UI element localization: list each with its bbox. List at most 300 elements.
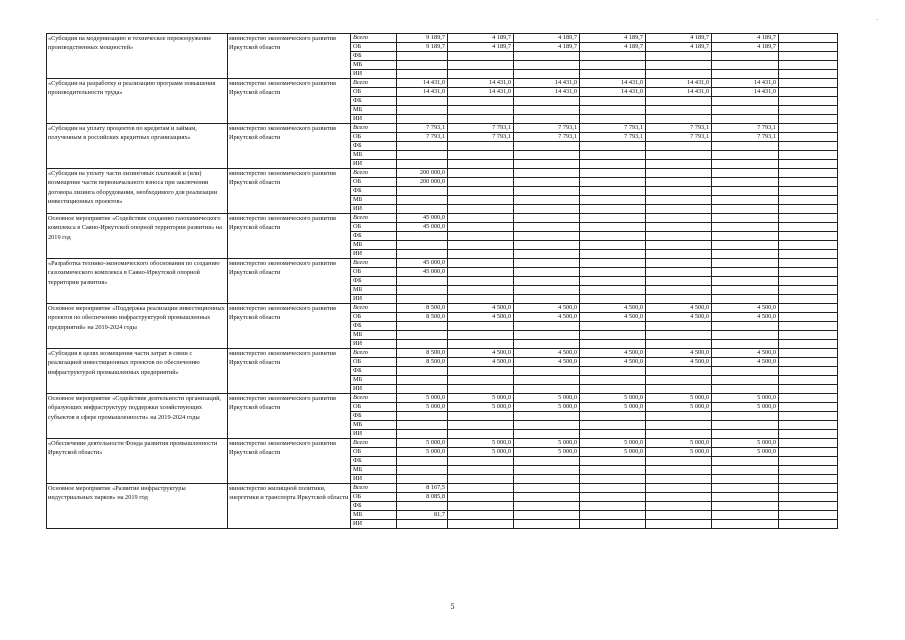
- amount-cell: [712, 259, 779, 268]
- amount-cell: [397, 286, 448, 295]
- funding-source: ФБ: [351, 187, 397, 196]
- amount-cell: [580, 430, 646, 439]
- amount-cell: 4 500,0: [580, 313, 646, 322]
- amount-cell: 5 000,0: [448, 439, 514, 448]
- amount-cell: [448, 457, 514, 466]
- amount-cell: 45 000,0: [397, 268, 448, 277]
- amount-cell: [397, 97, 448, 106]
- amount-cell: [646, 115, 712, 124]
- amount-cell: [712, 97, 779, 106]
- amount-cell-empty: [779, 412, 838, 421]
- amount-cell: 4 500,0: [580, 349, 646, 358]
- amount-cell-empty: [779, 493, 838, 502]
- amount-cell: 4 500,0: [514, 313, 580, 322]
- amount-cell: 4 500,0: [646, 304, 712, 313]
- funding-source: Всего: [351, 304, 397, 313]
- amount-cell: 4 500,0: [646, 313, 712, 322]
- funding-source: ОБ: [351, 43, 397, 52]
- funding-source: ОБ: [351, 133, 397, 142]
- amount-cell: [514, 412, 580, 421]
- amount-cell: [646, 340, 712, 349]
- amount-cell-empty: [779, 295, 838, 304]
- amount-cell: [712, 52, 779, 61]
- amount-cell: 4 500,0: [580, 304, 646, 313]
- executor-name: министерство экономического развития Иркутской области: [228, 124, 351, 169]
- amount-cell: [580, 493, 646, 502]
- amount-cell-empty: [779, 124, 838, 133]
- amount-cell: 7 793,1: [514, 124, 580, 133]
- funding-source: МБ: [351, 196, 397, 205]
- amount-cell: [397, 205, 448, 214]
- amount-cell: [514, 250, 580, 259]
- amount-cell: [514, 205, 580, 214]
- funding-source: Всего: [351, 439, 397, 448]
- amount-cell: [712, 223, 779, 232]
- amount-cell: 14 431,0: [712, 88, 779, 97]
- amount-cell: [580, 169, 646, 178]
- executor-name: министерство экономического развития Иркутской области: [228, 214, 351, 259]
- amount-cell: [448, 178, 514, 187]
- amount-cell: [448, 412, 514, 421]
- amount-cell: [514, 340, 580, 349]
- amount-cell-empty: [779, 520, 838, 529]
- funding-source: Всего: [351, 124, 397, 133]
- amount-cell: [514, 259, 580, 268]
- amount-cell: [514, 502, 580, 511]
- amount-cell: [514, 223, 580, 232]
- amount-cell: 4 500,0: [712, 304, 779, 313]
- amount-cell: [448, 475, 514, 484]
- table-row: [47, 484, 838, 493]
- amount-cell: [397, 70, 448, 79]
- amount-cell: [580, 322, 646, 331]
- amount-cell: [580, 160, 646, 169]
- measure-name: Основное мероприятие «Содействие деятельности организаций, образующих инфраструктуру поддержки хозяйствующих субъектов в сфере промышленности» на 2019-2024 годы: [47, 394, 228, 439]
- amount-cell-empty: [779, 232, 838, 241]
- funding-source: Всего: [351, 214, 397, 223]
- amount-cell: [514, 232, 580, 241]
- amount-cell: [646, 169, 712, 178]
- amount-cell: 14 431,0: [514, 79, 580, 88]
- amount-cell: [712, 457, 779, 466]
- amount-cell: 5 000,0: [646, 439, 712, 448]
- funding-source: МБ: [351, 421, 397, 430]
- amount-cell: 14 431,0: [397, 79, 448, 88]
- amount-cell-empty: [779, 313, 838, 322]
- amount-cell: [646, 493, 712, 502]
- amount-cell-empty: [779, 115, 838, 124]
- amount-cell: 4 500,0: [514, 304, 580, 313]
- amount-cell: [712, 160, 779, 169]
- amount-cell-empty: [779, 394, 838, 403]
- amount-cell: [514, 214, 580, 223]
- amount-cell-empty: [779, 214, 838, 223]
- amount-cell: 4 189,7: [712, 43, 779, 52]
- amount-cell: [448, 286, 514, 295]
- amount-cell: 5 000,0: [646, 403, 712, 412]
- amount-cell: 7 793,1: [580, 133, 646, 142]
- amount-cell: [514, 286, 580, 295]
- amount-cell: [448, 169, 514, 178]
- amount-cell: 9 189,7: [397, 43, 448, 52]
- amount-cell: [580, 421, 646, 430]
- amount-cell: [397, 187, 448, 196]
- amount-cell: 7 793,1: [646, 124, 712, 133]
- amount-cell: [514, 160, 580, 169]
- amount-cell: [712, 106, 779, 115]
- funding-source: ИИ: [351, 160, 397, 169]
- funding-source: ФБ: [351, 457, 397, 466]
- amount-cell: [646, 205, 712, 214]
- amount-cell: 8 500,0: [397, 349, 448, 358]
- amount-cell: 4 500,0: [712, 349, 779, 358]
- amount-cell-empty: [779, 466, 838, 475]
- amount-cell: 200 000,0: [397, 178, 448, 187]
- amount-cell-empty: [779, 376, 838, 385]
- amount-cell-empty: [779, 331, 838, 340]
- amount-cell: [397, 160, 448, 169]
- amount-cell: [646, 484, 712, 493]
- amount-cell: [397, 151, 448, 160]
- amount-cell: [514, 376, 580, 385]
- amount-cell: 4 189,7: [514, 34, 580, 43]
- amount-cell: [448, 241, 514, 250]
- amount-cell: [514, 430, 580, 439]
- amount-cell: [397, 241, 448, 250]
- amount-cell: [514, 457, 580, 466]
- amount-cell: 7 793,1: [397, 124, 448, 133]
- amount-cell: 7 793,1: [580, 124, 646, 133]
- amount-cell-empty: [779, 169, 838, 178]
- funding-source: Всего: [351, 169, 397, 178]
- amount-cell: [448, 385, 514, 394]
- amount-cell: [712, 466, 779, 475]
- amount-cell: [514, 520, 580, 529]
- amount-cell-empty: [779, 79, 838, 88]
- amount-cell: [646, 178, 712, 187]
- amount-cell: [514, 385, 580, 394]
- amount-cell: [580, 178, 646, 187]
- amount-cell: [580, 115, 646, 124]
- amount-cell: [448, 259, 514, 268]
- amount-cell: [514, 106, 580, 115]
- amount-cell: 5 000,0: [646, 394, 712, 403]
- amount-cell: [397, 61, 448, 70]
- amount-cell: [580, 385, 646, 394]
- amount-cell: [514, 61, 580, 70]
- amount-cell: [646, 430, 712, 439]
- amount-cell: [514, 322, 580, 331]
- amount-cell: [580, 106, 646, 115]
- amount-cell: 4 500,0: [580, 358, 646, 367]
- amount-cell-empty: [779, 385, 838, 394]
- amount-cell: [514, 178, 580, 187]
- amount-cell: [712, 178, 779, 187]
- amount-cell: [646, 250, 712, 259]
- amount-cell: [646, 376, 712, 385]
- amount-cell-empty: [779, 439, 838, 448]
- amount-cell: [580, 250, 646, 259]
- table-row: [47, 439, 838, 448]
- amount-cell: [646, 160, 712, 169]
- amount-cell: 4 189,7: [646, 43, 712, 52]
- measure-name: «Субсидии на разработку и реализацию программ повышения производительности труда»: [47, 79, 228, 124]
- funding-source: ФБ: [351, 142, 397, 151]
- amount-cell: [448, 331, 514, 340]
- amount-cell: [580, 295, 646, 304]
- amount-cell: 7 793,1: [448, 133, 514, 142]
- amount-cell: [712, 169, 779, 178]
- amount-cell: [646, 322, 712, 331]
- amount-cell: [580, 61, 646, 70]
- amount-cell: [580, 223, 646, 232]
- amount-cell: [448, 376, 514, 385]
- amount-cell-empty: [779, 304, 838, 313]
- amount-cell: 7 793,1: [514, 133, 580, 142]
- amount-cell: [514, 475, 580, 484]
- amount-cell: [646, 511, 712, 520]
- amount-cell: 14 431,0: [448, 88, 514, 97]
- amount-cell: [397, 295, 448, 304]
- amount-cell: [514, 196, 580, 205]
- amount-cell: [580, 259, 646, 268]
- funding-source: Всего: [351, 349, 397, 358]
- amount-cell: [514, 331, 580, 340]
- amount-cell: [397, 412, 448, 421]
- page-number: 5: [450, 602, 455, 611]
- funding-source: ОБ: [351, 88, 397, 97]
- funding-source: ФБ: [351, 52, 397, 61]
- amount-cell: [397, 250, 448, 259]
- funding-source: ИИ: [351, 340, 397, 349]
- amount-cell-empty: [779, 349, 838, 358]
- amount-cell: [514, 421, 580, 430]
- amount-cell: [646, 196, 712, 205]
- amount-cell-empty: [779, 259, 838, 268]
- funding-source: МБ: [351, 466, 397, 475]
- amount-cell: [646, 151, 712, 160]
- amount-cell: [712, 484, 779, 493]
- funding-source: МБ: [351, 151, 397, 160]
- amount-cell: 5 000,0: [646, 448, 712, 457]
- amount-cell-empty: [779, 52, 838, 61]
- amount-cell: [448, 205, 514, 214]
- amount-cell: [580, 151, 646, 160]
- executor-name: министерство экономического развития Иркутской области: [228, 304, 351, 349]
- amount-cell: [646, 277, 712, 286]
- amount-cell: 5 000,0: [448, 403, 514, 412]
- amount-cell-empty: [779, 322, 838, 331]
- table-row: [47, 169, 838, 178]
- amount-cell: 8 167,5: [397, 484, 448, 493]
- amount-cell: 5 000,0: [580, 448, 646, 457]
- amount-cell: [712, 475, 779, 484]
- amount-cell: 5 000,0: [580, 439, 646, 448]
- amount-cell: 8 500,0: [397, 313, 448, 322]
- amount-cell: [646, 142, 712, 151]
- amount-cell: [646, 97, 712, 106]
- amount-cell-empty: [779, 88, 838, 97]
- amount-cell: 4 189,7: [448, 43, 514, 52]
- funding-source: ОБ: [351, 268, 397, 277]
- amount-cell: [514, 169, 580, 178]
- amount-cell: [514, 151, 580, 160]
- amount-cell: [580, 520, 646, 529]
- amount-cell: [646, 331, 712, 340]
- amount-cell: [448, 70, 514, 79]
- amount-cell: [646, 457, 712, 466]
- funding-source: ФБ: [351, 367, 397, 376]
- amount-cell: 14 431,0: [514, 88, 580, 97]
- amount-cell: 81,7: [397, 511, 448, 520]
- amount-cell: [580, 196, 646, 205]
- amount-cell: [448, 187, 514, 196]
- amount-cell: [397, 106, 448, 115]
- amount-cell-empty: [779, 277, 838, 286]
- funding-source: ОБ: [351, 178, 397, 187]
- amount-cell: [448, 367, 514, 376]
- amount-cell: [448, 502, 514, 511]
- amount-cell: [646, 259, 712, 268]
- amount-cell: 9 189,7: [397, 34, 448, 43]
- funding-source: МБ: [351, 511, 397, 520]
- amount-cell: [448, 466, 514, 475]
- amount-cell: [514, 52, 580, 61]
- amount-cell: [514, 187, 580, 196]
- funding-source: ИИ: [351, 205, 397, 214]
- amount-cell: [514, 493, 580, 502]
- amount-cell: [712, 376, 779, 385]
- amount-cell: [580, 268, 646, 277]
- amount-cell: 7 793,1: [448, 124, 514, 133]
- amount-cell-empty: [779, 43, 838, 52]
- amount-cell: 5 000,0: [514, 448, 580, 457]
- amount-cell: [580, 97, 646, 106]
- measure-name: Основное мероприятие «Развитие инфраструктуры индустриальных парков» на 2019 год: [47, 484, 228, 529]
- amount-cell: [646, 223, 712, 232]
- funding-source: Всего: [351, 394, 397, 403]
- amount-cell: [580, 214, 646, 223]
- funding-source: ИИ: [351, 430, 397, 439]
- funding-source: ИИ: [351, 70, 397, 79]
- amount-cell: 5 000,0: [514, 394, 580, 403]
- amount-cell: [580, 142, 646, 151]
- amount-cell: 4 500,0: [448, 358, 514, 367]
- amount-cell: [448, 52, 514, 61]
- amount-cell: [646, 232, 712, 241]
- amount-cell: [712, 493, 779, 502]
- amount-cell: 7 793,1: [712, 124, 779, 133]
- amount-cell: [448, 160, 514, 169]
- amount-cell: [712, 232, 779, 241]
- funding-source: Всего: [351, 79, 397, 88]
- amount-cell: [712, 421, 779, 430]
- amount-cell: [448, 430, 514, 439]
- amount-cell: [580, 187, 646, 196]
- funding-source: Всего: [351, 34, 397, 43]
- amount-cell: [712, 385, 779, 394]
- amount-cell: [646, 286, 712, 295]
- amount-cell-empty: [779, 178, 838, 187]
- amount-cell: [580, 367, 646, 376]
- amount-cell: [448, 151, 514, 160]
- amount-cell: [712, 250, 779, 259]
- amount-cell: [514, 115, 580, 124]
- amount-cell: [712, 268, 779, 277]
- executor-name: министерство экономического развития Иркутской области: [228, 169, 351, 214]
- amount-cell: [712, 502, 779, 511]
- amount-cell: 4 500,0: [514, 358, 580, 367]
- amount-cell: [397, 457, 448, 466]
- amount-cell: [646, 70, 712, 79]
- amount-cell: [712, 331, 779, 340]
- amount-cell: [580, 502, 646, 511]
- amount-cell: 4 500,0: [514, 349, 580, 358]
- funding-source: ИИ: [351, 250, 397, 259]
- amount-cell-empty: [779, 286, 838, 295]
- amount-cell: 4 500,0: [448, 313, 514, 322]
- funding-source: ОБ: [351, 358, 397, 367]
- amount-cell: [514, 241, 580, 250]
- funding-source: МБ: [351, 241, 397, 250]
- table-row: [47, 124, 838, 133]
- amount-cell: 5 000,0: [448, 394, 514, 403]
- amount-cell: [514, 142, 580, 151]
- amount-cell-empty: [779, 133, 838, 142]
- measure-name: Основное мероприятие «Содействие созданию газохимического комплекса в Саяно-Иркутской опорной территории развития» на 2019 год: [47, 214, 228, 259]
- table-row: [47, 34, 838, 43]
- amount-cell: 7 793,1: [397, 133, 448, 142]
- amount-cell: [448, 97, 514, 106]
- amount-cell: [646, 214, 712, 223]
- funding-source: ФБ: [351, 412, 397, 421]
- amount-cell: [397, 196, 448, 205]
- funding-source: Всего: [351, 259, 397, 268]
- measure-name: «Субсидии на уплату процентов по кредитам и займам, полученным в российских кредитных организациях»: [47, 124, 228, 169]
- amount-cell: [448, 493, 514, 502]
- amount-cell: [514, 511, 580, 520]
- executor-name: министерство жилищной политики, энергетики и транспорта Иркутской области: [228, 484, 351, 529]
- amount-cell: [448, 142, 514, 151]
- funding-source: ОБ: [351, 223, 397, 232]
- amount-cell: [580, 331, 646, 340]
- amount-cell: [712, 205, 779, 214]
- amount-cell: 5 000,0: [397, 394, 448, 403]
- table-row: [47, 304, 838, 313]
- amount-cell: [448, 115, 514, 124]
- amount-cell: 4 500,0: [448, 349, 514, 358]
- amount-cell: [646, 475, 712, 484]
- amount-cell: [448, 61, 514, 70]
- executor-name: министерство экономического развития Иркутской области: [228, 79, 351, 124]
- amount-cell-empty: [779, 484, 838, 493]
- amount-cell: 4 500,0: [646, 358, 712, 367]
- amount-cell: [397, 277, 448, 286]
- amount-cell: [712, 367, 779, 376]
- funding-source: МБ: [351, 286, 397, 295]
- funding-source: ОБ: [351, 448, 397, 457]
- amount-cell-empty: [779, 61, 838, 70]
- amount-cell: [514, 268, 580, 277]
- amount-cell: [448, 250, 514, 259]
- amount-cell: [580, 412, 646, 421]
- amount-cell: 5 000,0: [580, 403, 646, 412]
- amount-cell: [646, 412, 712, 421]
- executor-name: министерство экономического развития Иркутской области: [228, 259, 351, 304]
- amount-cell: [712, 412, 779, 421]
- measure-name: «Субсидия в целях возмещения части затрат в связи с реализацией инвестиционных проектов по обеспечению инфраструктурой промышленных предприятий»: [47, 349, 228, 394]
- executor-name: министерство экономического развития Иркутской области: [228, 394, 351, 439]
